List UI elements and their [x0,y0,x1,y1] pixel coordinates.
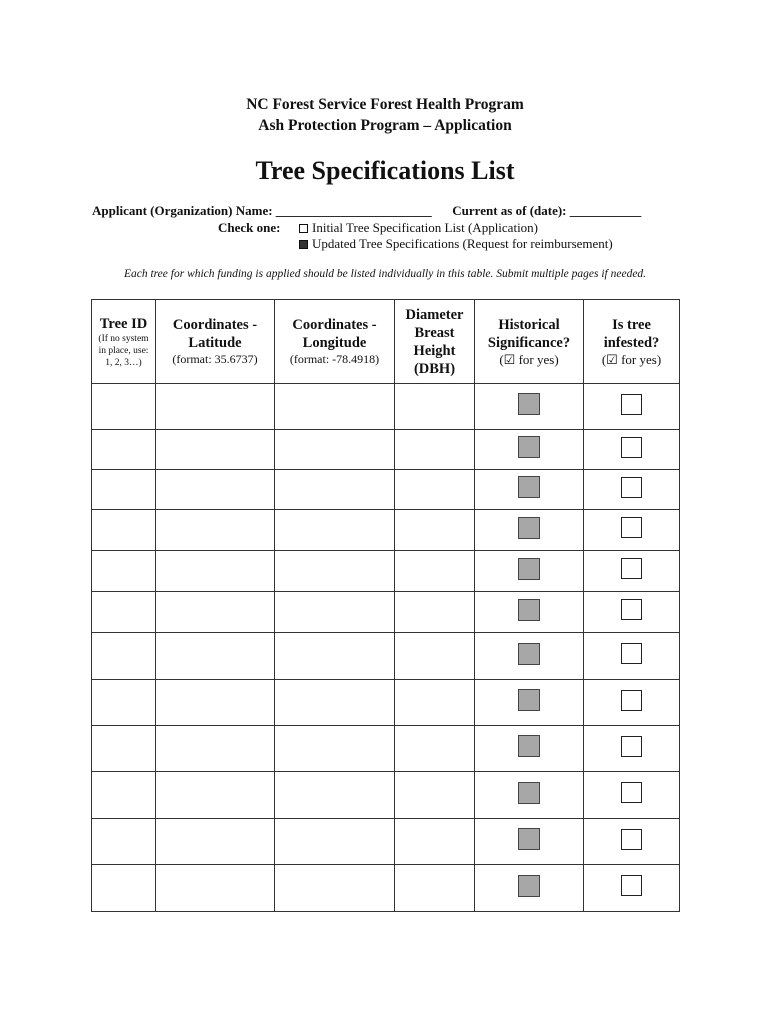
tree-id-cell[interactable] [92,633,156,680]
longitude-cell[interactable] [275,772,395,819]
historical-cell [475,726,584,772]
table-row [92,592,680,633]
dbh-cell[interactable] [395,470,475,510]
historical-cell [475,680,584,726]
latitude-cell[interactable] [156,510,275,551]
infested-line1: Is tree [612,316,651,333]
header-latitude [156,300,275,384]
longitude-cell[interactable] [275,551,395,592]
dbh-cell[interactable] [395,819,475,865]
infested-mark-note: (☑ for yes) [601,351,662,367]
infested-cell [584,819,680,865]
historical-checkbox[interactable] [518,735,540,757]
table-row [92,430,680,470]
tree-id-cell[interactable] [92,726,156,772]
page-title: Tree Specifications List [255,156,515,185]
tree-id-cell[interactable] [92,551,156,592]
dbh-line4: (DBH) [413,360,456,377]
tree-id-cell[interactable] [92,470,156,510]
historical-cell [475,510,584,551]
historical-line2: Significance? [487,334,571,351]
infested-cell [584,470,680,510]
dbh-line2: Breast [414,324,455,341]
header-infested [584,300,680,384]
dbh-line3: Height [413,342,456,359]
table-header-row [92,300,680,384]
infested-cell [584,430,680,470]
historical-checkbox[interactable] [518,643,540,665]
table-row [92,384,680,430]
latitude-cell[interactable] [156,726,275,772]
historical-checkbox[interactable] [518,393,540,415]
infested-cell [584,865,680,912]
latitude-cell[interactable] [156,384,275,430]
latitude-cell[interactable] [156,430,275,470]
dbh-cell[interactable] [395,726,475,772]
longitude-cell[interactable] [275,470,395,510]
longitude-line1: Coordinates - [292,317,377,333]
tree-id-note: (If no system in place, use: 1, 2, 3…) [98,333,149,368]
latitude-cell[interactable] [156,592,275,633]
table-row [92,510,680,551]
longitude-cell[interactable] [275,726,395,772]
infested-checkbox[interactable] [621,829,642,850]
dbh-cell[interactable] [395,384,475,430]
infested-cell [584,726,680,772]
infested-cell [584,680,680,726]
infested-cell [584,551,680,592]
latitude-cell[interactable] [156,551,275,592]
tree-id-cell[interactable] [92,384,156,430]
longitude-cell[interactable] [275,384,395,430]
tree-id-cell[interactable] [92,592,156,633]
longitude-cell[interactable] [275,430,395,470]
header-historical [475,300,584,384]
infested-checkbox[interactable] [621,643,642,664]
historical-line1: Historical [498,316,560,333]
application-title: Ash Protection Program – Application [258,117,512,134]
current-date-label: Current as of (date): [452,203,567,218]
tree-id-cell[interactable] [92,510,156,551]
dbh-cell[interactable] [395,430,475,470]
option-initial-label: Initial Tree Specification List (Application) [312,220,539,235]
tree-id-title: Tree ID [99,315,148,332]
infested-cell [584,384,680,430]
infested-cell [584,772,680,819]
infested-checkbox[interactable] [621,558,642,579]
historical-cell [475,633,584,680]
header-longitude [275,300,395,384]
latitude-cell[interactable] [156,470,275,510]
dbh-cell[interactable] [395,680,475,726]
table-row [92,865,680,912]
checkbox-updated-icon[interactable] [299,240,308,249]
latitude-cell[interactable] [156,680,275,726]
historical-checkbox[interactable] [518,782,540,804]
tree-id-cell[interactable] [92,430,156,470]
instructions-text: Each tree for which funding is applied should be listed individually in this table. Submit multiple pages if needed. [123,268,647,280]
tree-specifications-table [91,299,680,912]
current-date-field[interactable]: ___________ [569,203,642,218]
applicant-line [92,203,682,219]
table-row [92,633,680,680]
historical-cell [475,470,584,510]
infested-checkbox[interactable] [621,599,642,620]
longitude-format: (format: -78.4918) [289,352,380,366]
infested-checkbox[interactable] [621,875,642,896]
latitude-cell[interactable] [156,865,275,912]
header-tree-id [92,300,156,384]
longitude-cell[interactable] [275,819,395,865]
historical-cell [475,384,584,430]
infested-cell [584,633,680,680]
dbh-cell[interactable] [395,772,475,819]
form-header [0,94,770,136]
historical-cell [475,772,584,819]
infested-cell [584,510,680,551]
historical-cell [475,551,584,592]
longitude-cell[interactable] [275,633,395,680]
option-updated-label: Updated Tree Specifications (Request for reimbursement) [312,236,613,251]
historical-checkbox[interactable] [518,436,540,458]
applicant-name-label: Applicant (Organization) Name: [92,203,273,218]
dbh-cell[interactable] [395,551,475,592]
program-title: NC Forest Service Forest Health Program [246,96,524,113]
tree-id-cell[interactable] [92,680,156,726]
table-row [92,772,680,819]
historical-checkbox[interactable] [518,517,540,539]
infested-checkbox[interactable] [621,394,642,415]
infested-checkbox[interactable] [621,736,642,757]
check-one-label: Check one: [218,220,281,235]
table-row [92,726,680,772]
historical-cell [475,865,584,912]
latitude-cell[interactable] [156,819,275,865]
infested-checkbox[interactable] [621,782,642,803]
longitude-cell[interactable] [275,510,395,551]
historical-cell [475,430,584,470]
dbh-cell[interactable] [395,510,475,551]
latitude-line1: Coordinates - [172,317,258,333]
infested-checkbox[interactable] [621,690,642,711]
dbh-cell[interactable] [395,865,475,912]
historical-checkbox[interactable] [518,558,540,580]
longitude-cell[interactable] [275,865,395,912]
latitude-cell[interactable] [156,633,275,680]
tree-id-cell[interactable] [92,865,156,912]
historical-cell [475,819,584,865]
historical-cell [475,592,584,633]
table-row [92,551,680,592]
infested-cell [584,592,680,633]
applicant-name-field[interactable]: ________________________ [275,203,432,218]
infested-line2: infested? [603,334,660,351]
infested-checkbox[interactable] [621,437,642,458]
tree-id-cell[interactable] [92,772,156,819]
table-row [92,470,680,510]
dbh-cell[interactable] [395,633,475,680]
infested-checkbox[interactable] [621,477,642,498]
option-initial-list[interactable] [299,220,538,236]
historical-mark-note: (☑ for yes) [499,351,559,367]
historical-checkbox[interactable] [518,476,540,498]
longitude-cell[interactable] [275,680,395,726]
table-row [92,680,680,726]
historical-checkbox[interactable] [518,599,540,621]
dbh-line1: Diameter [405,306,464,323]
historical-checkbox[interactable] [518,875,540,897]
checkbox-initial-icon[interactable] [299,224,308,233]
historical-checkbox[interactable] [518,689,540,711]
header-dbh [395,300,475,384]
latitude-format: (format: 35.6737) [172,352,258,366]
longitude-cell[interactable] [275,592,395,633]
longitude-line2: Longitude [302,335,367,351]
latitude-cell[interactable] [156,772,275,819]
table-row [92,819,680,865]
option-updated-specs[interactable] [299,236,613,252]
historical-checkbox[interactable] [518,828,540,850]
infested-checkbox[interactable] [621,517,642,538]
latitude-line2: Latitude [188,335,242,351]
tree-id-cell[interactable] [92,819,156,865]
dbh-cell[interactable] [395,592,475,633]
